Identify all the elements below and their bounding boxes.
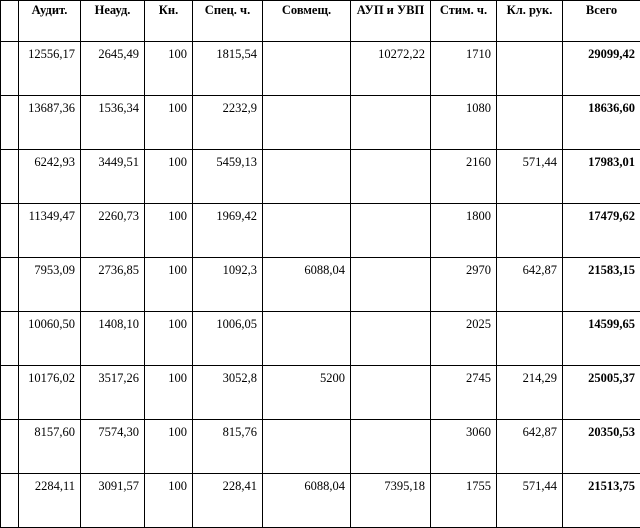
cell-books: 100 — [145, 366, 193, 420]
cell-incentive-hours: 1755 — [431, 474, 497, 528]
cell-special-hours: 1969,42 — [193, 204, 263, 258]
table-row — [1, 474, 640, 528]
cell-total: 21583,15 — [563, 258, 640, 312]
cell-aup-uvp: 10272,22 — [351, 42, 431, 96]
cell-non-auditorium: 1536,34 — [81, 96, 145, 150]
cell-name — [1, 312, 19, 366]
cell-auditorium: 10060,50 — [19, 312, 81, 366]
cell-non-auditorium: 2645,49 — [81, 42, 145, 96]
cell-special-hours: 228,41 — [193, 474, 263, 528]
table-row — [1, 366, 640, 420]
cell-class-teacher — [497, 96, 563, 150]
header-cell-combined: Совмещ. — [263, 1, 351, 42]
cell-books: 100 — [145, 150, 193, 204]
cell-non-auditorium: 3449,51 — [81, 150, 145, 204]
header-row — [1, 1, 640, 42]
cell-total: 29099,42 — [563, 42, 640, 96]
cell-class-teacher: 642,87 — [497, 258, 563, 312]
table-body — [1, 42, 640, 528]
cell-auditorium: 8157,60 — [19, 420, 81, 474]
header-cell-class-teacher: Кл. рук. — [497, 1, 563, 42]
cell-non-auditorium: 1408,10 — [81, 312, 145, 366]
cell-name — [1, 366, 19, 420]
cell-combined — [263, 150, 351, 204]
cell-aup-uvp — [351, 420, 431, 474]
cell-aup-uvp — [351, 96, 431, 150]
cell-aup-uvp — [351, 258, 431, 312]
cell-non-auditorium: 2260,73 — [81, 204, 145, 258]
cell-name — [1, 204, 19, 258]
cell-name — [1, 150, 19, 204]
table-header — [1, 1, 640, 42]
cell-incentive-hours: 2970 — [431, 258, 497, 312]
cell-incentive-hours: 2025 — [431, 312, 497, 366]
cell-incentive-hours: 2745 — [431, 366, 497, 420]
cell-combined — [263, 96, 351, 150]
cell-auditorium: 10176,02 — [19, 366, 81, 420]
cell-auditorium: 2284,11 — [19, 474, 81, 528]
header-cell-books: Кн. — [145, 1, 193, 42]
cell-non-auditorium: 7574,30 — [81, 420, 145, 474]
cell-special-hours: 1092,3 — [193, 258, 263, 312]
cell-class-teacher: 571,44 — [497, 150, 563, 204]
cell-incentive-hours: 1080 — [431, 96, 497, 150]
cell-total: 14599,65 — [563, 312, 640, 366]
cell-aup-uvp — [351, 366, 431, 420]
header-cell-aup-uvp: АУП и УВП — [351, 1, 431, 42]
cell-books: 100 — [145, 312, 193, 366]
cell-combined — [263, 42, 351, 96]
cell-non-auditorium: 3517,26 — [81, 366, 145, 420]
cell-total: 17983,01 — [563, 150, 640, 204]
cell-class-teacher: 214,29 — [497, 366, 563, 420]
cell-auditorium: 12556,17 — [19, 42, 81, 96]
cell-combined: 6088,04 — [263, 474, 351, 528]
cell-class-teacher — [497, 204, 563, 258]
cell-special-hours: 5459,13 — [193, 150, 263, 204]
cell-books: 100 — [145, 258, 193, 312]
table-row — [1, 420, 640, 474]
cell-incentive-hours: 1800 — [431, 204, 497, 258]
table-row — [1, 204, 640, 258]
cell-class-teacher: 571,44 — [497, 474, 563, 528]
cell-books: 100 — [145, 204, 193, 258]
cell-combined — [263, 312, 351, 366]
cell-aup-uvp — [351, 312, 431, 366]
table-row — [1, 42, 640, 96]
cell-aup-uvp: 7395,18 — [351, 474, 431, 528]
cell-name — [1, 420, 19, 474]
table-row — [1, 312, 640, 366]
cell-total: 17479,62 — [563, 204, 640, 258]
header-cell-incentive-hours: Стим. ч. — [431, 1, 497, 42]
cell-books: 100 — [145, 42, 193, 96]
table-row — [1, 258, 640, 312]
cell-combined — [263, 420, 351, 474]
cell-combined: 5200 — [263, 366, 351, 420]
cell-special-hours: 815,76 — [193, 420, 263, 474]
table-row — [1, 96, 640, 150]
cell-name — [1, 96, 19, 150]
cell-auditorium: 7953,09 — [19, 258, 81, 312]
header-cell-special-hours: Спец. ч. — [193, 1, 263, 42]
cell-books: 100 — [145, 96, 193, 150]
cell-total: 25005,37 — [563, 366, 640, 420]
cell-combined — [263, 204, 351, 258]
cell-incentive-hours: 3060 — [431, 420, 497, 474]
header-cell-non-auditorium: Неауд. — [81, 1, 145, 42]
cell-name — [1, 42, 19, 96]
cell-special-hours: 2232,9 — [193, 96, 263, 150]
header-cell-auditorium: Аудит. — [19, 1, 81, 42]
cell-special-hours: 1006,05 — [193, 312, 263, 366]
cell-incentive-hours: 2160 — [431, 150, 497, 204]
cell-auditorium: 6242,93 — [19, 150, 81, 204]
cell-incentive-hours: 1710 — [431, 42, 497, 96]
cell-total: 20350,53 — [563, 420, 640, 474]
header-cell-name — [1, 1, 19, 42]
cell-total: 21513,75 — [563, 474, 640, 528]
cell-class-teacher: 642,87 — [497, 420, 563, 474]
cell-auditorium: 13687,36 — [19, 96, 81, 150]
cell-non-auditorium: 2736,85 — [81, 258, 145, 312]
cell-books: 100 — [145, 420, 193, 474]
table-row — [1, 150, 640, 204]
cell-books: 100 — [145, 474, 193, 528]
cell-aup-uvp — [351, 150, 431, 204]
cell-auditorium: 11349,47 — [19, 204, 81, 258]
cell-special-hours: 1815,54 — [193, 42, 263, 96]
cell-aup-uvp — [351, 204, 431, 258]
cell-combined: 6088,04 — [263, 258, 351, 312]
cell-class-teacher — [497, 42, 563, 96]
header-cell-total: Всего — [563, 1, 640, 42]
cell-total: 18636,60 — [563, 96, 640, 150]
cell-name — [1, 258, 19, 312]
cell-class-teacher — [497, 312, 563, 366]
cell-non-auditorium: 3091,57 — [81, 474, 145, 528]
cell-name — [1, 474, 19, 528]
cell-special-hours: 3052,8 — [193, 366, 263, 420]
